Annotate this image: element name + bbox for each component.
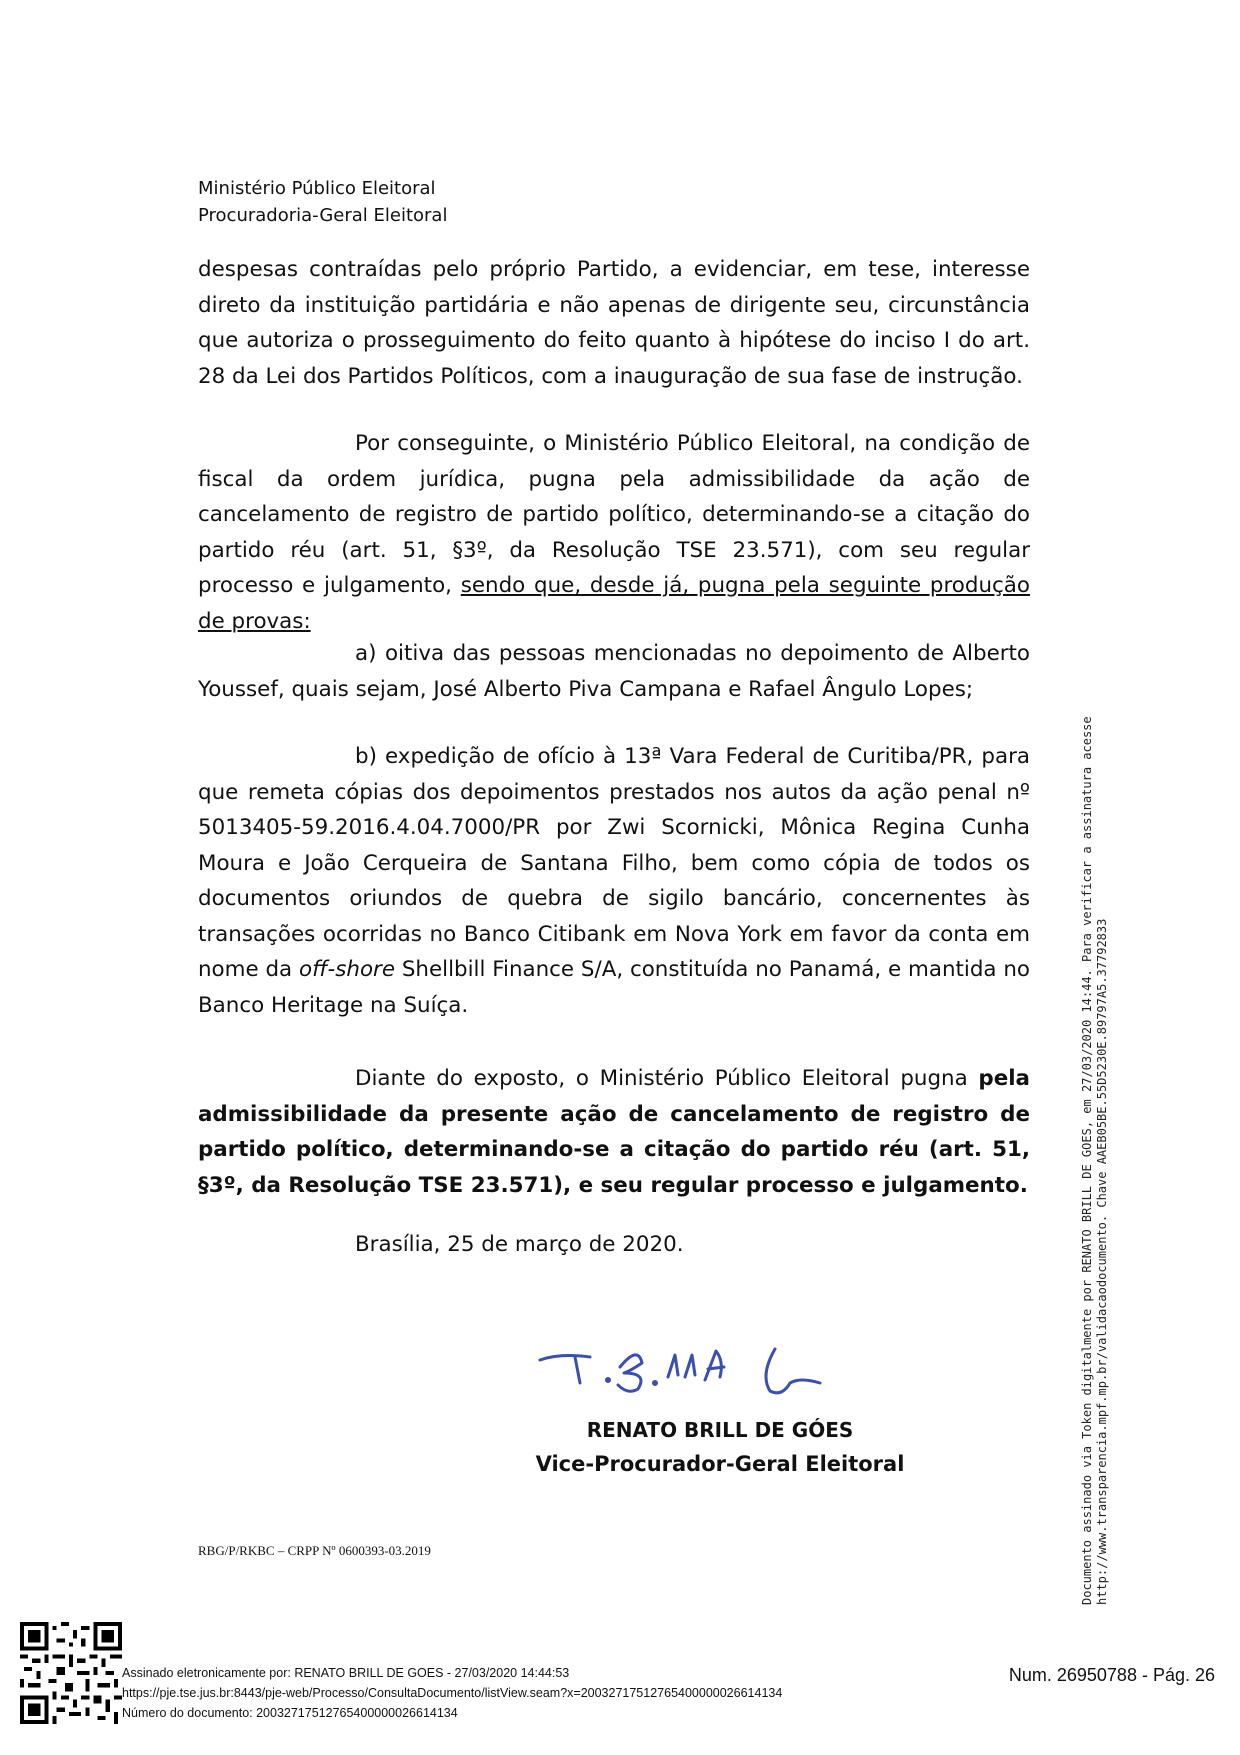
qr-code-icon: [20, 1622, 122, 1724]
stamp-line-2: http://www.transparencia.mpf.mp.br/validacaodocumento. Chave AAEB05BE.55D5230E.89797A5.37792833: [1095, 918, 1109, 1605]
footer-document-number: Número do documento: 20032717512765400000026614134: [122, 1706, 458, 1720]
document-reference: RBG/P/RKBC – CRPP Nº 0600393-03.2019: [198, 1543, 431, 1558]
conclusion-bold: pela admissibilidade da presente ação de cancelamento de registro de partido político, determinando-se a citação do partido réu (art. 51, §3º, da Resolução TSE 23.571), e seu regular processo e julgamento.: [198, 1066, 1030, 1198]
paragraph-2-text: Por conseguinte, o Ministério Público Eleitoral, na condição de fiscal da ordem jurídica, pugna pela admissibilidade da ação de cancelamento de registro de partido político, determinando-se a citação do partido réu (art. 51, §3º, da Resolução TSE 23.571), com seu regular processo e julgamento,: [198, 431, 1030, 598]
signer-role: Vice-Procurador-Geral Eleitoral: [535, 1452, 905, 1476]
date-line: Brasília, 25 de março de 2020.: [355, 1232, 684, 1257]
footer-signed-by: Assinado eletronicamente por: RENATO BRILL DE GOES - 27/03/2020 14:44:53: [122, 1666, 570, 1680]
stamp-line-1: Documento assinado via Token digitalmente por RENATO BRILL DE GOES, em 27/03/2020 14:44. Para verificar a assinatura acesse: [1080, 716, 1094, 1605]
paragraph-item-b-text-2: Shellbill Finance S/A, constituída no Panamá, e mantida no Banco Heritage na Suíça.: [198, 957, 1030, 1018]
handwritten-signature: [520, 1265, 890, 1415]
paragraph-1: despesas contraídas pelo próprio Partido, a evidenciar, em tese, interesse direto da instituição partidária e não apenas de dirigente seu, circunstância que autoriza o prosseguimento do feito quanto à hipótese do inciso I do art. 28 da Lei dos Partidos Políticos, com a inauguração de sua fase de instrução.: [198, 257, 1030, 389]
header-institution: Ministério Público Eleitoral: [198, 178, 436, 199]
paragraph-item-b-text-1: b) expedição de ofício à 13ª Vara Federal de Curitiba/PR, para que remeta cópias dos depoimentos prestados nos autos da ação penal nº 5013405-59.2016.4.04.7000/PR por Zwi Scornicki, Mônica Regina Cunha Moura e João Cerqueira de Santana Filho, bem como cópia de todos os documentos oriundos de quebra de sigilo bancário, concernentes às transações ocorridas no Banco Citibank em Nova York em favor da conta em nome da: [198, 744, 1030, 982]
paragraph-2-underlined: sendo que, desde já, pugna pela seguinte produção de provas:: [198, 573, 1030, 634]
digital-signature-stamp: [1080, 716, 1110, 1605]
signer-name: RENATO BRILL DE GÓES: [586, 1418, 854, 1442]
header-department: Procuradoria-Geral Eleitoral: [198, 205, 448, 226]
page-number: Num. 26950788 - Pág. 26: [1008, 1665, 1215, 1685]
conclusion-text: Diante do exposto, o Ministério Público Eleitoral pugna: [355, 1066, 979, 1091]
footer-url: https://pje.tse.jus.br:8443/pje-web/Processo/ConsultaDocumento/listView.seam?x=20032717512765400000026614134: [122, 1686, 783, 1700]
paragraph-item-b-italic: off-shore: [299, 957, 395, 982]
paragraph-item-a: a) oitiva das pessoas mencionadas no depoimento de Alberto Youssef, quais sejam, José Alberto Piva Campana e Rafael Ângulo Lopes;: [198, 641, 1030, 702]
paragraph-conclusion: [198, 1061, 1030, 1203]
paragraph-2: [198, 426, 1030, 639]
paragraph-item-b: [198, 739, 1030, 1023]
document-header: [198, 175, 447, 229]
electronic-signature-footer: [122, 1663, 782, 1723]
